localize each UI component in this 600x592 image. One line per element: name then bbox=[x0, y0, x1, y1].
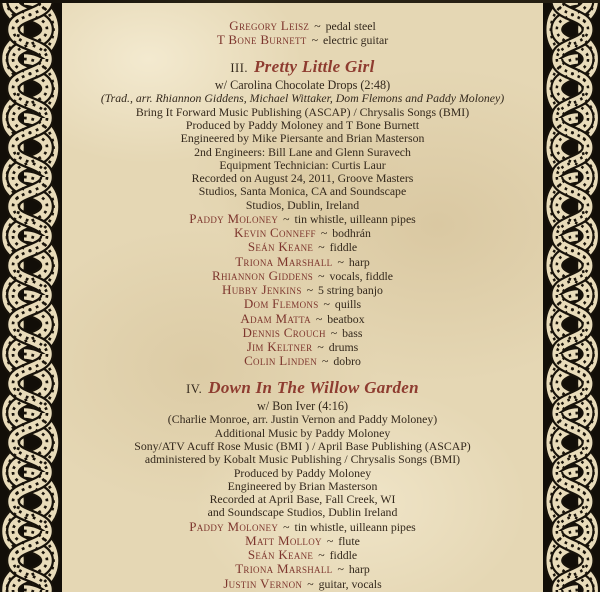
track-section-4 bbox=[62, 378, 543, 590]
artist-name: Kevin Conneff bbox=[234, 225, 316, 241]
track-detail-lines bbox=[62, 92, 543, 212]
track-title: Down In The Willow Garden bbox=[208, 378, 419, 398]
artist-name: Paddy Moloney bbox=[189, 211, 279, 227]
credit-line bbox=[62, 255, 543, 269]
artist-name: Seán Keane bbox=[247, 239, 314, 255]
credit-separator: ~ bbox=[311, 33, 318, 48]
instrument-role: guitar, vocals bbox=[318, 576, 382, 591]
celtic-border-left bbox=[0, 0, 62, 592]
intro-credits-list bbox=[62, 19, 543, 47]
credit-line bbox=[62, 19, 543, 33]
credit-line bbox=[62, 548, 543, 562]
artist-name: T Bone Burnett bbox=[216, 32, 307, 48]
track-detail-line: Recorded at April Base, Fall Creek, WI bbox=[209, 492, 396, 507]
track-detail-line: Studios, Dublin, Ireland bbox=[245, 197, 360, 212]
credit-line bbox=[62, 312, 543, 326]
instrument-role: quills bbox=[334, 297, 362, 312]
credit-separator: ~ bbox=[315, 311, 323, 326]
artist-name: Hubby Jenkins bbox=[222, 282, 302, 298]
instrument-role: tin whistle, uilleann pipes bbox=[294, 212, 416, 227]
credit-line bbox=[62, 534, 543, 548]
credit-separator: ~ bbox=[317, 339, 324, 354]
track-number: III. bbox=[230, 61, 248, 76]
track-detail-line: Produced by Paddy Moloney and T Bone Burnett bbox=[185, 118, 420, 132]
instrument-role: tin whistle, uilleann pipes bbox=[294, 519, 416, 534]
credit-separator: ~ bbox=[283, 519, 290, 534]
track-credits-list bbox=[62, 212, 543, 368]
instrument-role: beatbox bbox=[327, 311, 365, 326]
credit-separator: ~ bbox=[323, 297, 330, 312]
instrument-role: 5 string banjo bbox=[318, 283, 383, 298]
instrument-role: drums bbox=[328, 339, 359, 354]
credit-line bbox=[62, 326, 543, 340]
track-detail-line: (Charlie Monroe, arr. Justin Vernon and Paddy Moloney) bbox=[167, 412, 438, 427]
credit-line bbox=[62, 577, 543, 591]
track-detail-line: Engineered by Mike Piersante and Brian Masterson bbox=[180, 131, 425, 146]
track-featuring-line: w/ Carolina Chocolate Drops (2:48) bbox=[214, 78, 391, 93]
celtic-border-right bbox=[543, 0, 600, 592]
credit-separator: ~ bbox=[318, 240, 325, 255]
credit-line bbox=[62, 340, 543, 354]
instrument-role: flute bbox=[338, 533, 360, 548]
instrument-role: harp bbox=[348, 562, 370, 577]
artist-name: Colin Linden bbox=[244, 353, 318, 369]
instrument-role: electric guitar bbox=[322, 33, 389, 48]
track-detail-line: Produced by Paddy Moloney bbox=[233, 465, 372, 480]
celtic-knotwork-left-art bbox=[0, 0, 62, 592]
credit-separator: ~ bbox=[314, 19, 321, 33]
track-detail-line: Bring It Forward Music Publishing (ASCAP) / Chrysalis Songs (BMI) bbox=[135, 104, 470, 119]
artist-name: Dennis Crouch bbox=[242, 324, 326, 340]
instrument-role: fiddle bbox=[329, 548, 358, 563]
credit-line bbox=[62, 33, 543, 47]
credit-separator: ~ bbox=[337, 254, 344, 269]
credit-line bbox=[62, 520, 543, 534]
credit-separator: ~ bbox=[326, 533, 334, 548]
credit-separator: ~ bbox=[306, 283, 314, 298]
track-detail-line: Engineered by Brian Masterson bbox=[227, 478, 378, 493]
artist-name: Dom Flemons bbox=[243, 296, 319, 312]
credit-separator: ~ bbox=[322, 354, 329, 369]
credit-line bbox=[62, 354, 543, 368]
instrument-role: bodhrán bbox=[332, 226, 371, 241]
instrument-role: vocals, fiddle bbox=[329, 268, 394, 283]
track-detail-line: Equipment Technician: Curtis Laur bbox=[219, 157, 386, 172]
instrument-role: pedal steel bbox=[325, 19, 376, 33]
track-detail-line: Studios, Santa Monica, CA and Soundscape bbox=[198, 184, 407, 199]
credit-line bbox=[62, 212, 543, 226]
liner-notes-content bbox=[62, 0, 543, 592]
instrument-role: harp bbox=[348, 254, 370, 269]
track-detail-line: Additional Music by Paddy Moloney bbox=[214, 425, 391, 440]
credit-line bbox=[62, 269, 543, 283]
track-detail-line: and Soundscape Studios, Dublin Ireland bbox=[207, 505, 398, 520]
page-top-edge-line bbox=[0, 0, 600, 3]
credit-separator: ~ bbox=[318, 268, 325, 283]
credit-separator: ~ bbox=[318, 548, 325, 563]
track-title: Pretty Little Girl bbox=[254, 57, 375, 77]
artist-name: Adam Matta bbox=[240, 310, 311, 326]
track-title-row bbox=[62, 378, 543, 398]
artist-name: Paddy Moloney bbox=[189, 518, 279, 534]
track-detail-line: (Trad., arr. Rhiannon Giddens, Michael Wittaker, Dom Flemons and Paddy Moloney) bbox=[100, 91, 505, 106]
artist-name: Jim Keltner bbox=[246, 338, 313, 354]
track-credits-list bbox=[62, 520, 543, 591]
instrument-role: fiddle bbox=[329, 240, 358, 255]
credit-line bbox=[62, 283, 543, 297]
track-detail-lines bbox=[62, 413, 543, 519]
artist-name: Seán Keane bbox=[247, 547, 314, 563]
credit-line bbox=[62, 562, 543, 576]
track-detail-line: administered by Kobalt Music Publishing / Chrysalis Songs (BMI) bbox=[144, 452, 461, 467]
track-number: IV. bbox=[186, 382, 203, 397]
credit-separator: ~ bbox=[320, 226, 328, 241]
credit-separator: ~ bbox=[337, 562, 344, 577]
track-featuring-line: w/ Bon Iver (4:16) bbox=[256, 399, 349, 414]
artist-name: Gregory Leisz bbox=[229, 18, 310, 33]
artist-name: Triona Marshall bbox=[235, 561, 333, 577]
credit-line bbox=[62, 226, 543, 240]
track-section-3 bbox=[62, 57, 543, 368]
artist-name: Matt Molloy bbox=[245, 532, 322, 548]
celtic-knotwork-right-art bbox=[543, 0, 600, 592]
artist-name: Triona Marshall bbox=[235, 253, 333, 269]
track-title-row bbox=[62, 57, 543, 77]
instrument-role: bass bbox=[342, 325, 363, 340]
track-detail-line: Sony/ATV Acuff Rose Music (BMI ) / April Base Publishing (ASCAP) bbox=[134, 438, 471, 453]
credit-separator: ~ bbox=[307, 576, 314, 591]
track-detail-line: 2nd Engineers: Bill Lane and Glenn Suravech bbox=[194, 144, 411, 159]
credit-line bbox=[62, 240, 543, 254]
credit-separator: ~ bbox=[330, 325, 338, 340]
credit-line bbox=[62, 297, 543, 311]
credit-separator: ~ bbox=[283, 212, 290, 227]
track-detail-line: Recorded on August 24, 2011, Groove Masters bbox=[191, 171, 414, 186]
instrument-role: dobro bbox=[333, 354, 361, 369]
artist-name: Rhiannon Giddens bbox=[211, 267, 314, 283]
artist-name: Justin Vernon bbox=[223, 575, 303, 591]
